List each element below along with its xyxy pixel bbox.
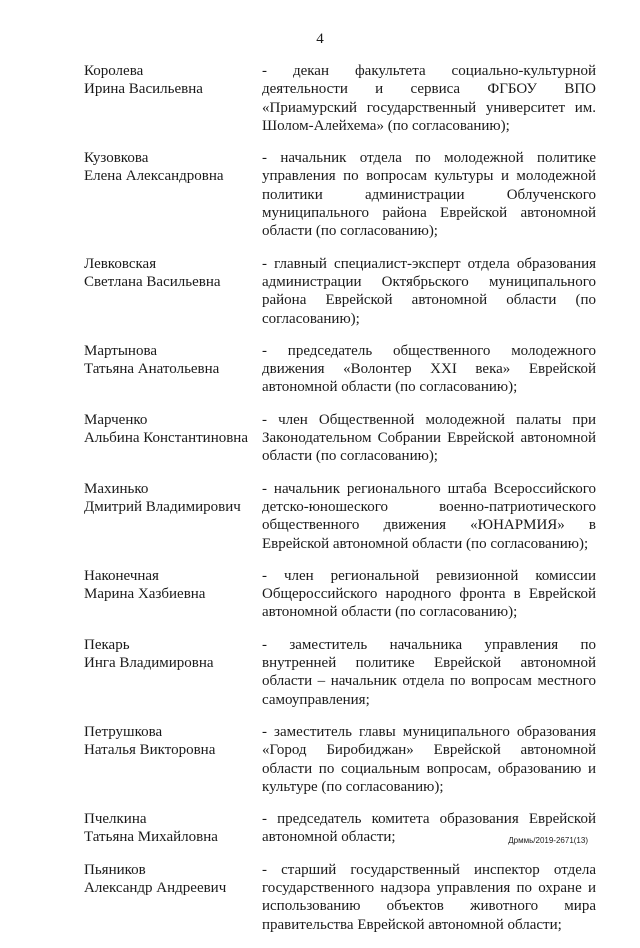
member-given-name: Дмитрий Владимирович	[84, 498, 241, 515]
member-surname: Наконечная	[84, 567, 159, 584]
member-entry	[84, 411, 596, 466]
member-role: - член Общественной молодежной палаты при Законодательном Собрании Еврейской автономной области (по согласованию);	[262, 411, 596, 465]
member-surname: Королева	[84, 63, 144, 79]
member-name	[84, 567, 262, 622]
member-given-name: Инга Владимировна	[84, 655, 214, 672]
member-name	[84, 636, 262, 709]
document-code: Дрммь/2019-2671(13)	[508, 836, 588, 845]
member-surname: Левковская	[84, 255, 157, 272]
member-role: - начальник регионального штаба Всероссийского детско-юношеского военно-патриотического общественного движения «ЮНАРМИЯ» в Еврейской автономной области (по согласованию);	[262, 480, 596, 552]
member-given-name: Елена Александровна	[84, 168, 224, 185]
member-entry	[84, 861, 596, 934]
member-given-name: Альбина Константиновна	[84, 430, 248, 447]
member-name	[84, 861, 262, 934]
member-name	[84, 723, 262, 796]
member-entry	[84, 480, 596, 553]
member-entry	[84, 62, 596, 135]
member-name	[84, 149, 262, 240]
member-surname: Пьяников	[84, 861, 146, 878]
member-name	[84, 480, 262, 553]
member-surname: Мартынова	[84, 342, 158, 359]
member-given-name: Марина Хазбиевна	[84, 586, 206, 603]
member-given-name: Ирина Васильевна	[84, 81, 203, 98]
member-given-name: Наталья Викторовна	[84, 742, 216, 759]
member-name	[84, 62, 262, 135]
member-given-name: Светлана Васильевна	[84, 273, 221, 290]
member-entry	[84, 149, 596, 240]
member-surname: Марченко	[84, 411, 148, 428]
member-role: - главный специалист-эксперт отдела образования администрации Октябрьского муниципального района Еврейской автономной области (по согласованию);	[262, 255, 596, 327]
member-surname: Петрушкова	[84, 723, 163, 740]
member-name	[84, 342, 262, 397]
member-surname: Махинько	[84, 480, 149, 497]
member-list	[84, 62, 596, 948]
member-surname: Кузовкова	[84, 150, 149, 167]
member-name	[84, 411, 262, 466]
member-name	[84, 810, 262, 847]
member-surname: Пчелкина	[84, 811, 147, 828]
member-entry	[84, 723, 596, 796]
member-given-name: Татьяна Анатольевна	[84, 361, 220, 378]
member-given-name: Татьяна Михайловна	[84, 829, 218, 846]
member-role: - член региональной ревизионной комиссии Общероссийского народного фронта в Еврейской автономной области (по согласованию);	[262, 567, 596, 621]
member-role: - председатель комитета образования Еврейской автономной области;	[262, 811, 596, 846]
member-role: - старший государственный инспектор отдела государственного надзора управления по охране и использованию объектов животного мира правительства Еврейской автономной области;	[262, 861, 596, 933]
page-number: 4	[316, 31, 324, 47]
member-surname: Пекарь	[84, 636, 130, 653]
member-entry	[84, 255, 596, 328]
member-role: - декан факультета социально-культурной деятельности и сервиса ФГБОУ ВПО «Приамурский государственный университет им. Шолом-Алейхема» (по согласованию);	[262, 63, 596, 134]
member-entry	[84, 567, 596, 622]
member-role: - начальник отдела по молодежной политике управления по вопросам культуры и молодежной политики администрации Облученского муниципального района Еврейской автономной области (по согласованию);	[262, 150, 596, 240]
member-name	[84, 255, 262, 328]
member-entry	[84, 342, 596, 397]
member-role: - заместитель главы муниципального образования «Город Биробиджан» Еврейской автономной области по социальным вопросам, образованию и культуре (по согласованию);	[262, 723, 596, 795]
member-role: - заместитель начальника управления по внутренней политике Еврейской автономной области – начальник отдела по вопросам местного самоуправления;	[262, 636, 596, 708]
member-entry	[84, 636, 596, 709]
member-role: - председатель общественного молодежного движения «Волонтер XXI века» Еврейской автономной области (по согласованию);	[262, 342, 596, 396]
member-given-name: Александр Андреевич	[84, 879, 227, 896]
